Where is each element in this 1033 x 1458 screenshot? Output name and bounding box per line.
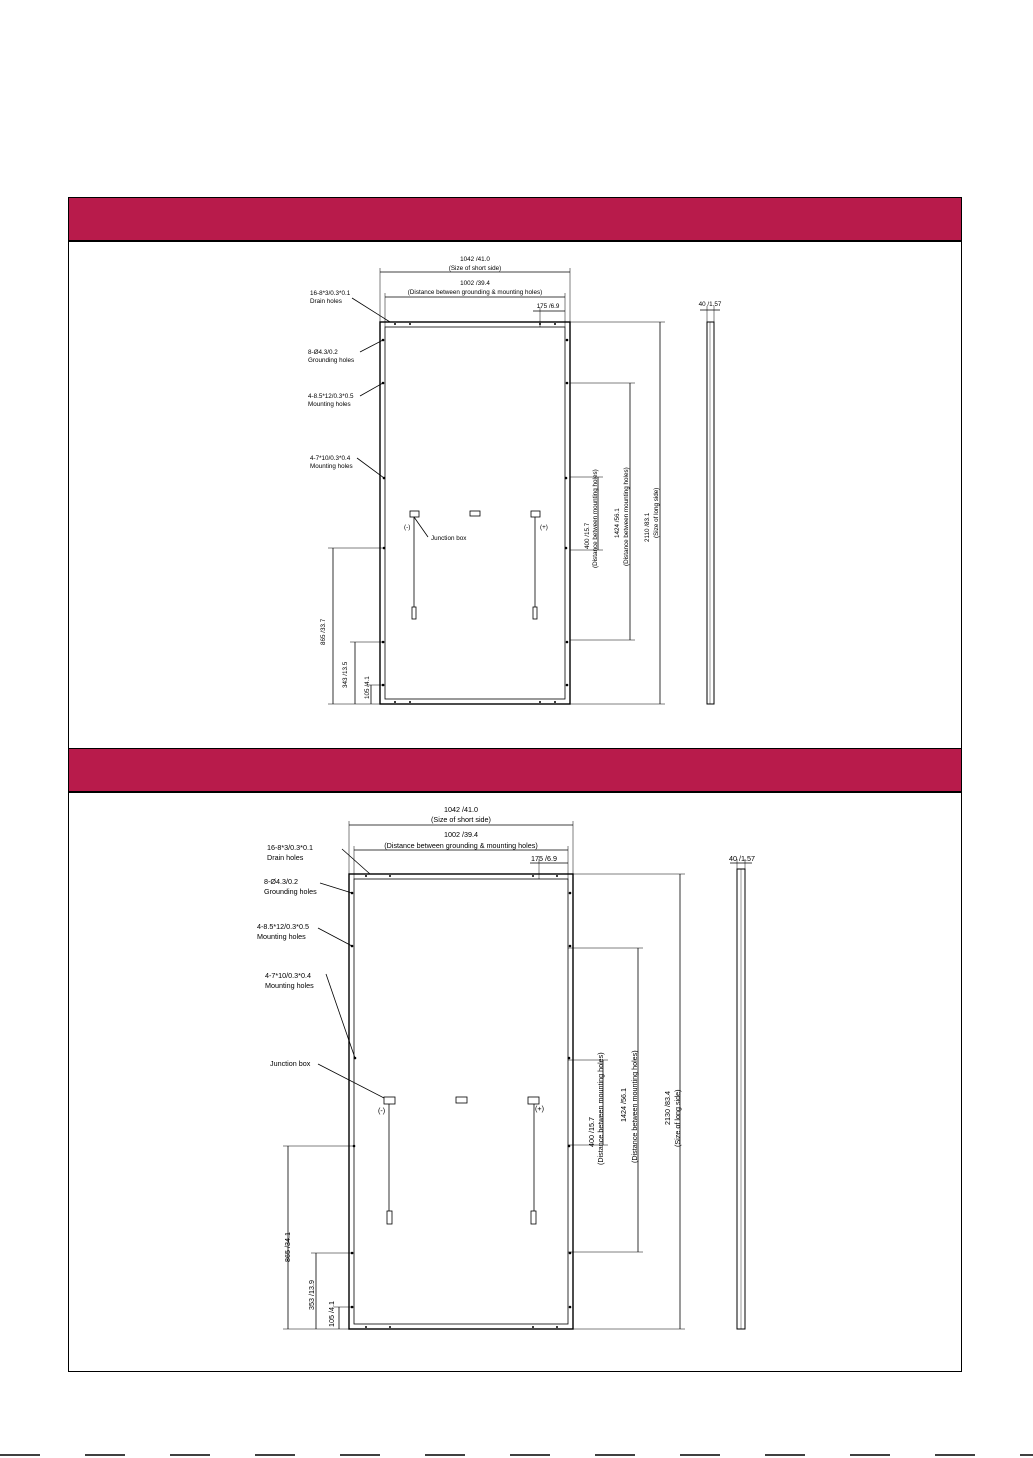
dim-865: 865 /33.7 (320, 618, 327, 645)
edge-offset-dim: 175 /6.9 (536, 303, 560, 310)
mounting-holes-b-label: Mounting holes (265, 981, 314, 990)
mounting-holes-b-spec: 4-7*10/0.3*0.4 (265, 971, 311, 980)
mounting-holes-b-label: Mounting holes (310, 463, 353, 470)
long-side-dim: 2110 /83.1 (644, 512, 651, 542)
mounting-holes-a-label: Mounting holes (308, 401, 351, 408)
junction-box-center (456, 1097, 467, 1103)
mounting-holes-b-spec: 4-7*10/0.3*0.4 (310, 455, 351, 462)
mount-1424-caption: (Distance between mounting holes) (623, 467, 630, 566)
dim-353: 353 /13.9 (307, 1280, 316, 1310)
hole-distance-caption: (Distance between grounding & mounting holes) (407, 289, 543, 296)
page-bottom-dashes (0, 1454, 1033, 1456)
drain-holes-label: Drain holes (310, 298, 342, 305)
hole-distance-dim: 1002 /39.4 (460, 280, 490, 287)
short-side-dim: 1042 /41.0 (460, 256, 490, 263)
mounting-holes-a-label: Mounting holes (257, 932, 306, 941)
module-inner-outline (354, 879, 568, 1324)
hole-distance-dim: 1002 /39.4 (444, 830, 478, 839)
mount-400-dim: 400 /15.7 (584, 522, 591, 549)
short-side-caption: (Size of short side) (448, 265, 502, 272)
drain-holes-label: Drain holes (267, 853, 304, 862)
mount-1424-dim: 1424 /56.1 (614, 508, 621, 538)
edge-offset-dim: 175 /6.9 (531, 854, 557, 863)
short-side-caption: (Size of short side) (431, 815, 491, 824)
negative-terminal-label: (-) (378, 1106, 386, 1115)
long-side-caption: (Size of long side) (673, 1089, 682, 1147)
long-side-dim: 2130 /83.4 (663, 1091, 672, 1125)
dim-343: 343 /13.5 (342, 661, 349, 688)
cable-connector-negative (387, 1211, 392, 1224)
dim-105: 105 /4.1 (364, 676, 371, 699)
drain-holes-spec: 16-8*3/0.3*0.1 (310, 290, 351, 297)
mounting-holes-a-spec: 4-8.5*12/0.3*0.5 (257, 922, 309, 931)
mount-1424-caption: (Distance between mounting holes) (630, 1050, 639, 1163)
hole-distance-caption: (Distance between grounding & mounting holes) (384, 841, 538, 850)
long-side-caption: (Size of long side) (653, 487, 660, 538)
junction-box-label: Junction box (270, 1059, 311, 1068)
dim-105: 105 /4.1 (327, 1301, 336, 1327)
grounding-holes-spec: 8-Ø4.3/0.2 (308, 349, 338, 356)
mount-400-caption: (Distance between mounting holes) (596, 1052, 605, 1165)
junction-box-negative (384, 1097, 395, 1104)
grounding-holes-label: Grounding holes (308, 357, 355, 364)
dim-865: 865 /34.1 (283, 1232, 292, 1262)
short-side-dim: 1042 /41.0 (444, 805, 478, 814)
mount-400-caption: (Distance between mounting holes) (592, 469, 599, 568)
negative-terminal-label: (-) (404, 524, 411, 531)
positive-terminal-label: (+) (535, 1104, 544, 1113)
grounding-holes-label: Grounding holes (264, 887, 317, 896)
thickness-dim: 40 /1.57 (698, 301, 722, 308)
cable-connector-positive (531, 1211, 536, 1224)
junction-box-positive (528, 1097, 539, 1104)
mount-1424-dim: 1424 /56.1 (619, 1088, 628, 1122)
mount-400-dim: 400 /15.7 (587, 1117, 596, 1147)
positive-terminal-label: (+) (540, 524, 548, 531)
drain-holes-spec: 16-8*3/0.3*0.1 (267, 843, 313, 852)
thickness-dim: 40 /1.57 (729, 854, 755, 863)
mounting-holes-a-spec: 4-8.5*12/0.3*0.5 (308, 393, 354, 400)
junction-box-label: Junction box (431, 535, 467, 542)
module-outline (349, 874, 573, 1329)
grounding-holes-spec: 8-Ø4.3/0.2 (264, 877, 298, 886)
